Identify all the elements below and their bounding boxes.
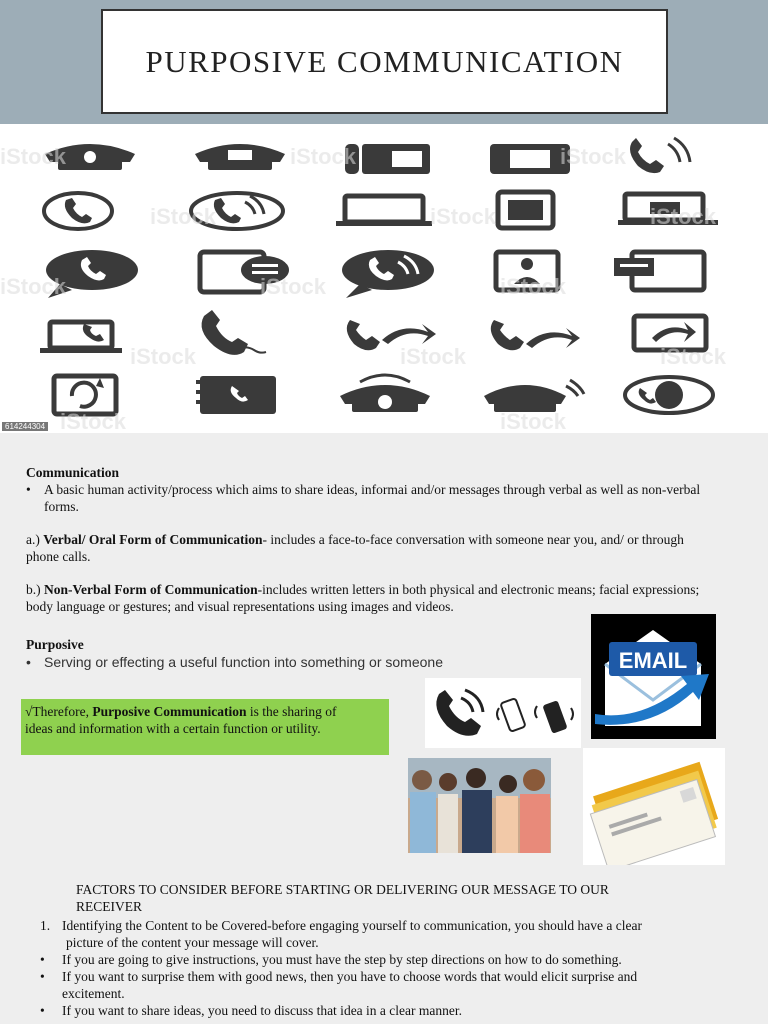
svg-text:iStock: iStock [500,274,567,299]
svg-text:iStock: iStock [400,344,467,369]
therefore-text-cont: ideas and information with a certain function or utility. [25,721,321,736]
communication-heading: Communication [26,465,120,480]
phone-circle-icon [44,193,112,229]
svg-text:iStock: iStock [130,344,197,369]
factors-heading-line1: FACTORS TO CONSIDER BEFORE STARTING OR DELIVERING OUR MESSAGE TO OUR [76,882,609,897]
list-marker: • [40,1003,45,1018]
factors-heading [76,881,676,915]
phonebook-icon [196,376,276,414]
speech-bubble-ringing-icon [342,250,434,298]
list-item-text-cont: excitement. [62,986,125,1001]
communication-icons-image [0,124,768,433]
communication-definition: A basic human activity/process which aims to share ideas, informai and/or messages through verbal as well as non-verbal [44,482,701,497]
svg-text:iStock: iStock [500,409,567,433]
list-marker: 1. [40,918,51,933]
factors-heading-line2: RECEIVER [76,899,142,914]
purposive-definition: Serving or effecting a useful function into something or someone [44,654,443,670]
globe-phone-icon [625,377,713,413]
communication-section [26,464,756,615]
verbal-text: - includes a face-to-face conversation with someone near you, and/ or through [262,532,684,547]
list-marker: • [40,952,45,967]
people-talking-image [408,758,551,853]
icon-grid [0,124,768,433]
list-item [40,1002,760,1019]
svg-text:iStock: iStock [430,204,497,229]
definition-callout [21,699,389,755]
list-item-text: If you want to surprise them with good news, then you have to choose words that would elicit surprise and [62,969,638,984]
monitor-chat-icon [614,252,704,290]
svg-text:iStock: iStock [660,344,727,369]
list-item-text: Identifying the Content to be Covered-before engaging yourself to communication, you should have a clear [62,918,642,933]
therefore-text: is the sharing of [246,704,337,719]
communication-definition-cont: forms. [44,499,79,514]
factors-list [40,917,760,1019]
list-item-text-cont: picture of the content your message will cover. [66,935,319,950]
svg-text:iStock: iStock [60,409,127,433]
verbal-paragraph [26,531,756,565]
bullet-icon: • [26,482,31,497]
keypad-phone-icon [195,144,285,170]
phone-keypad-icon [498,192,553,228]
group-conversation-photo [408,758,551,853]
laptop-icon [336,196,432,226]
verbal-text-cont: phone calls. [26,549,91,564]
nonverbal-paragraph [26,581,756,615]
svg-text:iStock: iStock [0,274,67,299]
ringing-desk-phone-icon [484,380,584,412]
nonverbal-text: -includes written letters in both physical and electronic means; facial expressions; [257,582,700,597]
svg-text:iStock: iStock [260,274,327,299]
list-item-text: If you want to share ideas, you need to discuss that idea in a clear manner. [62,1003,462,1018]
envelope-stack-icon [583,748,725,865]
ringing-handset-icon [630,138,690,173]
handset-cord-icon [202,310,266,355]
communication-bullet [26,481,756,515]
nonverbal-text-cont: body language or gestures; and visual representations using images and videos. [26,599,454,614]
phones-image [425,678,581,748]
svg-text:iStock: iStock [560,144,627,169]
svg-text:iStock: iStock [150,204,217,229]
svg-text:iStock: iStock [290,144,357,169]
email-label: EMAIL [618,648,688,673]
nonverbal-prefix: b.) [26,582,44,597]
phone-ringing-icon [425,678,581,748]
list-item [40,951,760,968]
page-title: PURPOSIVE COMMUNICATION [145,43,624,79]
list-marker: • [40,969,45,984]
office-phone-icon [345,144,430,174]
purposive-heading: Purposive [26,637,84,652]
verbal-prefix: a.) [26,532,44,547]
svg-text:iStock: iStock [650,204,717,229]
svg-text:iStock: iStock [0,144,67,169]
verbal-term: Verbal/ Oral Form of Communication [43,532,263,547]
incoming-call-icon [491,320,580,350]
bullet-icon: • [26,654,31,670]
rotary-phone-icon [340,375,430,412]
therefore-term: Purposive Communication [92,704,247,719]
purposive-bullet [26,654,443,670]
title-box [101,9,668,114]
list-item [40,968,760,1002]
list-item-text: If you are going to give instructions, you must have the step by step directions on how to do something. [62,952,622,967]
conference-phone-icon [490,144,570,174]
email-envelope-icon [591,614,716,739]
list-item [40,917,760,951]
email-image [591,614,716,739]
envelopes-image [583,748,725,865]
therefore-prefix: √Therefore, [25,704,93,719]
stock-id-label: 614244304 [2,422,48,431]
laptop-phone-icon [40,322,122,353]
nonverbal-term: Non-Verbal Form of Communication [44,582,258,597]
